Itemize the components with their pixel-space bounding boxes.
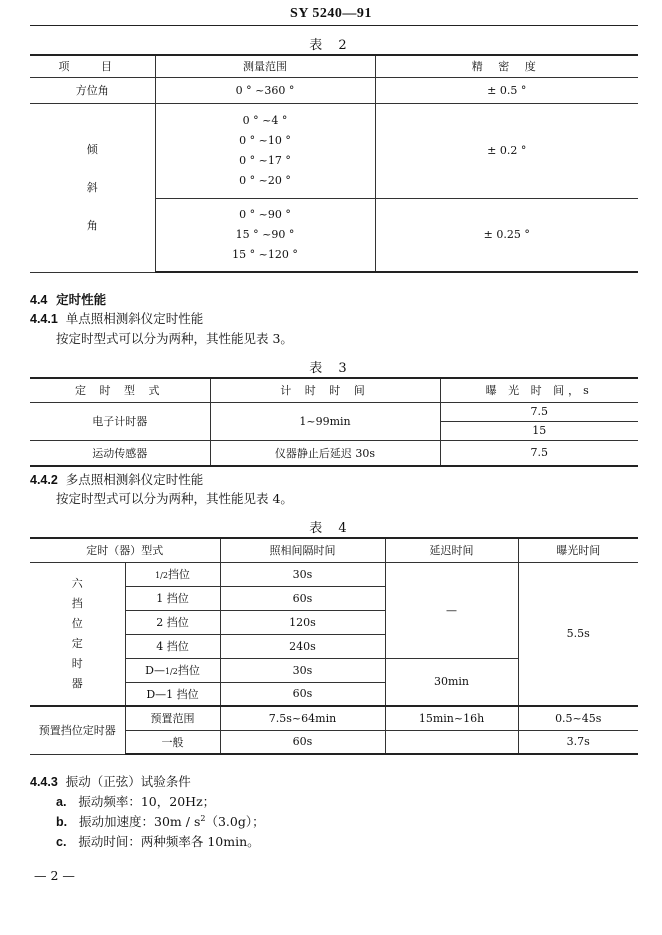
- table2-header-item: 项 目: [30, 55, 155, 77]
- table2-tilt-precision-2: ± 0.25 °: [375, 198, 638, 272]
- table3-row1-type: 电子计时器: [30, 402, 210, 440]
- table4-pos-2: 2 挡位: [125, 610, 220, 634]
- table3-header-time: 计 时 时 间: [210, 378, 440, 402]
- table4-pos-half: 1/2挡位: [125, 562, 220, 586]
- table2-azimuth-label: 方位角: [30, 77, 155, 103]
- table2-header-range: 测量范围: [155, 55, 375, 77]
- table3: [30, 377, 638, 467]
- table4-pos-4: 4 挡位: [125, 634, 220, 658]
- table4-pos-1: 1 挡位: [125, 586, 220, 610]
- table4-preset-general-exposure: 3.7s: [518, 730, 638, 754]
- table2-caption: 表 2: [309, 38, 353, 53]
- table4-header-type: 定时（器）型式: [30, 538, 220, 562]
- list-item-c: c. 振动时间：两种频率各 10min。: [56, 834, 260, 849]
- table4-preset-range-exposure: 0.5~45s: [518, 706, 638, 730]
- table4-interval-1: 60s: [220, 586, 385, 610]
- table4-preset-range-delay: 15min~16h: [385, 706, 518, 730]
- table2-tilt-ranges-2: 0 ° ~90 ° 15 ° ~90 ° 15 ° ~120 °: [155, 198, 375, 272]
- table4: [30, 537, 638, 755]
- table4-header-exposure: 曝光时间: [518, 538, 638, 562]
- table4-preset-general-interval: 60s: [220, 730, 385, 754]
- table4-exposure-six: 5.5s: [518, 562, 638, 706]
- list-item-b: b. 振动加速度：$30m / s^2(3.0g)$；: [56, 813, 265, 829]
- table2-tilt-precision-1: ± 0.2 °: [375, 103, 638, 198]
- table4-preset-general-label: 一般: [125, 730, 220, 754]
- table4-caption: 表 4: [309, 521, 353, 536]
- table3-caption: 表 3: [309, 361, 353, 376]
- table4-interval-4: 240s: [220, 634, 385, 658]
- table2: [30, 54, 638, 273]
- table2-azimuth-precision: ± 0.5 °: [375, 77, 638, 103]
- table4-pos-d-1: D—1 挡位: [125, 682, 220, 706]
- table4-preset-general-delay: [385, 730, 518, 754]
- table3-row2-exposure: 7.5: [440, 440, 638, 466]
- table4-delay-d: 30min: [385, 658, 518, 706]
- section-4-4-3-heading: 4.4.3 振动（正弦）试验条件: [30, 774, 191, 789]
- table2-tilt-ranges-1: 0 ° ~4 ° 0 ° ~10 ° 0 ° ~17 ° 0 ° ~20 °: [155, 103, 375, 198]
- table3-row1-exposure-b: 15: [440, 421, 638, 440]
- table4-preset-label: 预置挡位定时器: [30, 706, 125, 754]
- table3-row2-type: 运动传感器: [30, 440, 210, 466]
- list-item-a: a. 振动频率：10，20Hz；: [56, 794, 216, 809]
- table4-delay-dash: —: [385, 562, 518, 658]
- table4-interval-2: 120s: [220, 610, 385, 634]
- table4-header-interval: 照相间隔时间: [220, 538, 385, 562]
- table3-row2-time: 仪器静止后延迟 30s: [210, 440, 440, 466]
- table3-header-type: 定 时 型 式: [30, 378, 210, 402]
- section-4-4-heading: 4.4 定时性能: [30, 292, 107, 307]
- header-rule: [30, 25, 638, 26]
- section-4-4-2-body: 按定时型式可以分为两种，其性能见表 4。: [56, 491, 293, 506]
- table4-interval-d-half: 30s: [220, 658, 385, 682]
- table2-tilt-label: 倾 斜 角: [30, 103, 155, 272]
- table3-header-exposure: 曝 光 时 间，s: [440, 378, 638, 402]
- table4-pos-d-half: D—1/2挡位: [125, 658, 220, 682]
- table4-interval-half: 30s: [220, 562, 385, 586]
- page-number: — 2 —: [34, 868, 75, 883]
- table4-six-position-label: 六 挡 位 定 时 器: [30, 562, 125, 706]
- table2-azimuth-range: 0 ° ~360 °: [155, 77, 375, 103]
- table4-header-delay: 延迟时间: [385, 538, 518, 562]
- table4-preset-range-label: 预置范围: [125, 706, 220, 730]
- table3-row1-exposure-a: 7.5: [440, 402, 638, 421]
- table2-header-precision: 精 密 度: [375, 55, 638, 77]
- table4-preset-range-interval: 7.5s~64min: [220, 706, 385, 730]
- table4-interval-d-1: 60s: [220, 682, 385, 706]
- section-4-4-1-body: 按定时型式可以分为两种，其性能见表 3。: [56, 331, 293, 346]
- section-4-4-2-heading: 4.4.2 多点照相测斜仪定时性能: [30, 472, 204, 487]
- table3-row1-time: 1~99min: [210, 402, 440, 440]
- document-header: SY 5240—91: [290, 6, 372, 21]
- section-4-4-1-heading: 4.4.1 单点照相测斜仪定时性能: [30, 311, 204, 326]
